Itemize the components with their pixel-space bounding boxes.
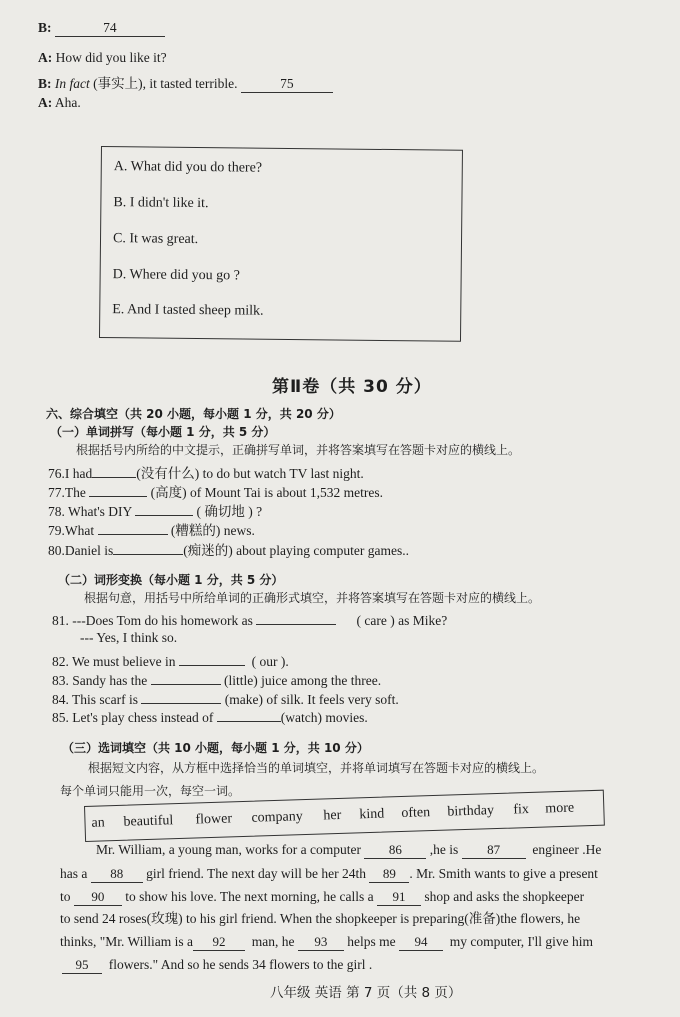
- option-b: B. I didn't like it.: [113, 195, 209, 212]
- question-text: ( 确切地 ) ?: [196, 504, 263, 519]
- option-e: E. And I tasted sheep milk.: [112, 302, 264, 319]
- question-78: [48, 501, 262, 520]
- word-option: more: [545, 800, 575, 817]
- question-text: 82. We must believe in: [52, 654, 176, 669]
- sub3-instruction-2: 每个单词只能用一次，每空一词。: [60, 784, 241, 798]
- question-text: ( our ).: [251, 654, 289, 669]
- question-83: [52, 670, 381, 689]
- question-text: (little) juice among the three.: [224, 673, 382, 688]
- question-text: (糟糕的) news.: [170, 523, 255, 538]
- answer-blank-90[interactable]: 90: [74, 889, 122, 906]
- answer-blank-81[interactable]: [256, 610, 336, 625]
- answer-blank-80[interactable]: [113, 540, 183, 555]
- question-84: [52, 689, 399, 708]
- passage-line-6: [62, 957, 372, 974]
- italic-phrase: In fact: [54, 76, 90, 91]
- speaker: A:: [38, 50, 53, 65]
- answer-blank-92[interactable]: 92: [193, 934, 245, 951]
- passage-line-1: [96, 842, 601, 859]
- passage-text: thinks, "Mr. William is a: [60, 934, 193, 949]
- question-text: 85. Let's play chess instead of: [52, 710, 214, 725]
- answer-blank-78[interactable]: [135, 501, 193, 516]
- question-text: (make) of silk. It feels very soft.: [224, 692, 399, 707]
- page-footer: 八年级 英语 第 7 页（共 8 页）: [270, 985, 462, 1001]
- question-text: 81. ---Does Tom do his homework as: [52, 613, 253, 628]
- word-option: company: [251, 809, 304, 826]
- passage-text: man, he: [251, 934, 295, 949]
- answer-blank-82[interactable]: [179, 651, 245, 666]
- dialog-line-74: [38, 20, 165, 37]
- passage-text: shop and asks the shopkeeper: [424, 889, 585, 904]
- passage-text: my computer, I'll give him: [449, 934, 593, 949]
- question-77: [48, 482, 383, 501]
- answer-blank-75[interactable]: 75: [241, 76, 333, 93]
- sub3-instruction-1: 根据短文内容，从方框中选择恰当的单词填空，并将单词填写在答题卡对应的横线上。: [88, 761, 545, 775]
- answer-blank-83[interactable]: [151, 670, 221, 685]
- passage-line-4: to send 24 roses(玫瑰) to his girl friend. When the shopkeeper is preparing(准备)the flowers, he: [60, 911, 581, 926]
- sub1-heading: （一）单词拼写（每小题 1 分，共 5 分）: [50, 425, 276, 439]
- section-title: 第Ⅱ卷（共 30 分）: [272, 377, 432, 397]
- answer-blank-94[interactable]: 94: [399, 934, 443, 951]
- passage-text: flowers." And so he sends 34 flowers to the girl .: [108, 957, 373, 972]
- dialog-text: How did you like it?: [55, 50, 167, 65]
- passage-text: helps me: [347, 934, 396, 949]
- question-text: 83. Sandy has the: [52, 673, 148, 688]
- question-text: (watch) movies.: [280, 710, 368, 725]
- question-85: [52, 707, 368, 726]
- options-box: [99, 146, 463, 342]
- sub3-heading: （三）选词填空（共 10 小题，每小题 1 分，共 10 分）: [62, 741, 369, 755]
- passage-line-5: [60, 934, 593, 951]
- word-option: often: [401, 805, 431, 822]
- option-c: C. It was great.: [112, 231, 199, 248]
- option-a: A. What did you do there?: [113, 159, 263, 176]
- option-d: D. Where did you go ?: [112, 267, 240, 284]
- question-text: 84. This scarf is: [52, 692, 138, 707]
- dialog-text: (事实上), it tasted terrible.: [93, 76, 238, 91]
- answer-blank-88[interactable]: 88: [91, 866, 143, 883]
- word-option: flower: [195, 811, 233, 828]
- dialog-line-a2: [38, 95, 81, 111]
- answer-blank-95[interactable]: 95: [62, 957, 102, 974]
- passage-line-2: [60, 866, 598, 883]
- answer-blank-85[interactable]: [217, 707, 281, 722]
- question-text: ( care ) as Mike?: [356, 613, 448, 628]
- question-80: [48, 540, 409, 559]
- question-text: 78. What's DIY: [48, 504, 132, 519]
- answer-blank-89[interactable]: 89: [369, 866, 409, 883]
- question-82: [52, 651, 289, 670]
- part6-heading: 六、综合填空（共 20 小题，每小题 1 分，共 20 分）: [46, 407, 341, 421]
- word-option: kind: [359, 806, 385, 823]
- answer-blank-74[interactable]: 74: [55, 20, 165, 37]
- answer-blank-77[interactable]: [89, 482, 147, 497]
- passage-text: ,he is: [429, 842, 459, 857]
- answer-blank-84[interactable]: [141, 689, 221, 704]
- passage-text: has a: [60, 866, 88, 881]
- question-81-reply: --- Yes, I think so.: [80, 630, 178, 645]
- question-79: [48, 520, 255, 539]
- sub2-instruction: 根据句意，用括号中所给单词的正确形式填空，并将答案填写在答题卡对应的横线上。: [84, 591, 541, 605]
- answer-blank-91[interactable]: 91: [377, 889, 421, 906]
- passage-line-3: [60, 889, 584, 906]
- passage-text: . Mr. Smith wants to give a present: [409, 866, 598, 881]
- word-option: her: [323, 807, 342, 824]
- passage-text: girl friend. The next day will be her 24th: [146, 866, 366, 881]
- word-option: beautiful: [123, 813, 174, 830]
- question-text: (没有什么) to do but watch TV last night.: [136, 466, 364, 481]
- question-81: [52, 610, 447, 629]
- speaker: A:: [38, 95, 53, 110]
- question-text: (高度) of Mount Tai is about 1,532 metres.: [150, 485, 384, 500]
- answer-blank-86[interactable]: 86: [364, 842, 426, 859]
- question-text: (痴迷的) about playing computer games..: [183, 543, 409, 558]
- answer-blank-87[interactable]: 87: [462, 842, 526, 859]
- passage-text: to show his love. The next morning, he calls a: [125, 889, 374, 904]
- sub2-heading: （二）词形变换（每小题 1 分，共 5 分）: [58, 573, 284, 587]
- passage-text: Mr. William, a young man, works for a computer: [96, 842, 362, 857]
- passage-text: to: [60, 889, 71, 904]
- speaker: B:: [38, 76, 52, 91]
- question-text: 80.Daniel is: [48, 543, 114, 558]
- answer-blank-76[interactable]: [92, 463, 136, 478]
- passage-text: engineer .He: [532, 842, 602, 857]
- answer-blank-79[interactable]: [98, 520, 168, 535]
- question-text: 79.What: [48, 523, 95, 538]
- dialog-text: Aha.: [54, 95, 81, 110]
- dialog-line-75: [38, 76, 333, 93]
- speaker: B:: [38, 20, 52, 35]
- word-option: birthday: [447, 803, 495, 820]
- question-text: 76.I had: [48, 466, 93, 481]
- answer-blank-93[interactable]: 93: [298, 934, 344, 951]
- word-option: an: [91, 815, 105, 831]
- question-text: 77.The: [48, 485, 86, 500]
- question-76: [48, 463, 364, 482]
- word-option: fix: [513, 802, 530, 818]
- dialog-line-a1: [38, 50, 167, 66]
- sub1-instruction: 根据括号内所给的中文提示，正确拼写单词，并将答案填写在答题卡对应的横线上。: [76, 443, 521, 457]
